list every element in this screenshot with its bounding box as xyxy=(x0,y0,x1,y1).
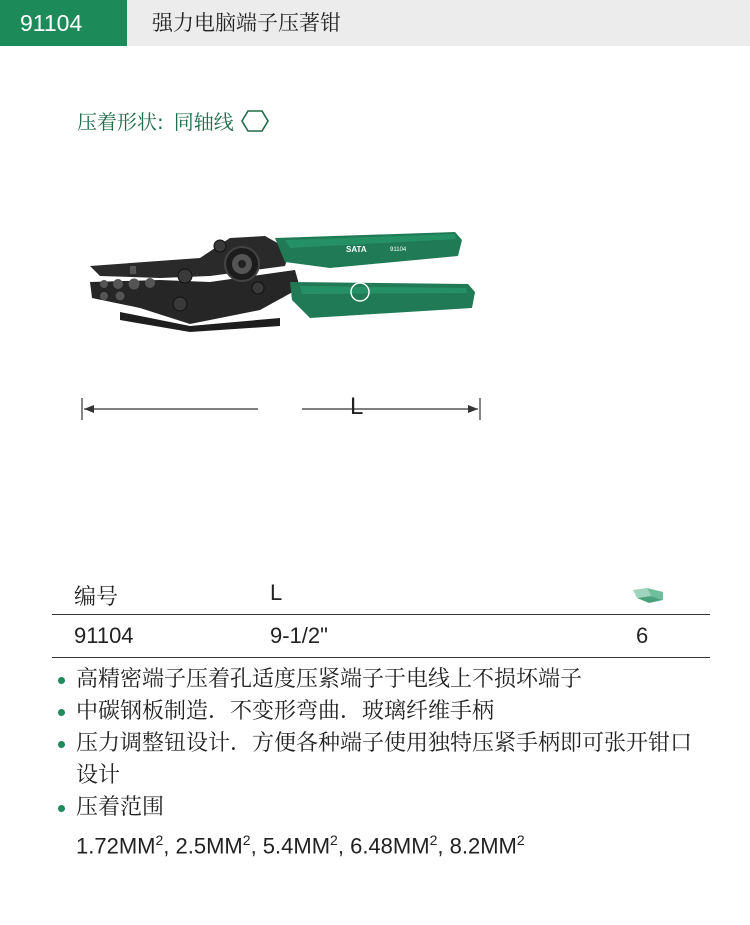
header-length: L xyxy=(270,580,283,605)
cell-length: 9-1/2" xyxy=(270,623,328,648)
product-title: 强力电脑端子压著钳 xyxy=(152,11,341,35)
crimp-range-title: 压着范围 xyxy=(76,795,165,820)
dimension-arrow xyxy=(80,396,484,422)
cell-code: 91104 xyxy=(74,623,134,648)
table-row xyxy=(52,615,710,658)
header-bar xyxy=(0,0,750,46)
cell-pack-qty: 6 xyxy=(636,623,649,648)
list-item: 压力调整钮设计．方便各种端子使用独特压紧手柄即可张开钳口设计 xyxy=(58,728,708,792)
crimp-shape-line xyxy=(77,106,270,135)
list-item: 中碳钢板制造．不变形弯曲．玻璃纤维手柄 xyxy=(58,696,708,728)
crimp-shape-value: 同轴线 xyxy=(173,110,234,134)
bullet-icon xyxy=(58,805,65,812)
model-mark: 91104 xyxy=(390,247,407,253)
dimension-label: L xyxy=(350,393,364,420)
length-dimension xyxy=(80,393,484,422)
list-item: 高精密端子压着孔适度压紧端子于电线上不损坏端子 xyxy=(58,664,708,696)
bullet-icon xyxy=(58,741,65,748)
feature-list xyxy=(58,664,708,862)
brand-mark: SATA xyxy=(346,245,367,254)
crimp-range-values: $1.72MM^2$, $2.5MM^2$, $5.4MM^2$, $6.48MM^2$, $8.2MM^2$ xyxy=(76,832,525,859)
bullet-icon xyxy=(58,709,65,716)
package-quantity-icon xyxy=(631,584,665,606)
product-code-badge: 91104 xyxy=(0,0,127,46)
crimping-plier-image xyxy=(80,226,480,338)
list-item xyxy=(58,792,708,862)
hexagon-icon xyxy=(240,109,270,133)
crimp-shape-label: 压着形状: xyxy=(77,110,164,134)
spec-table xyxy=(52,576,710,658)
bullet-icon xyxy=(58,677,65,684)
table-header-row xyxy=(52,576,710,615)
header-code: 编号 xyxy=(74,584,119,609)
